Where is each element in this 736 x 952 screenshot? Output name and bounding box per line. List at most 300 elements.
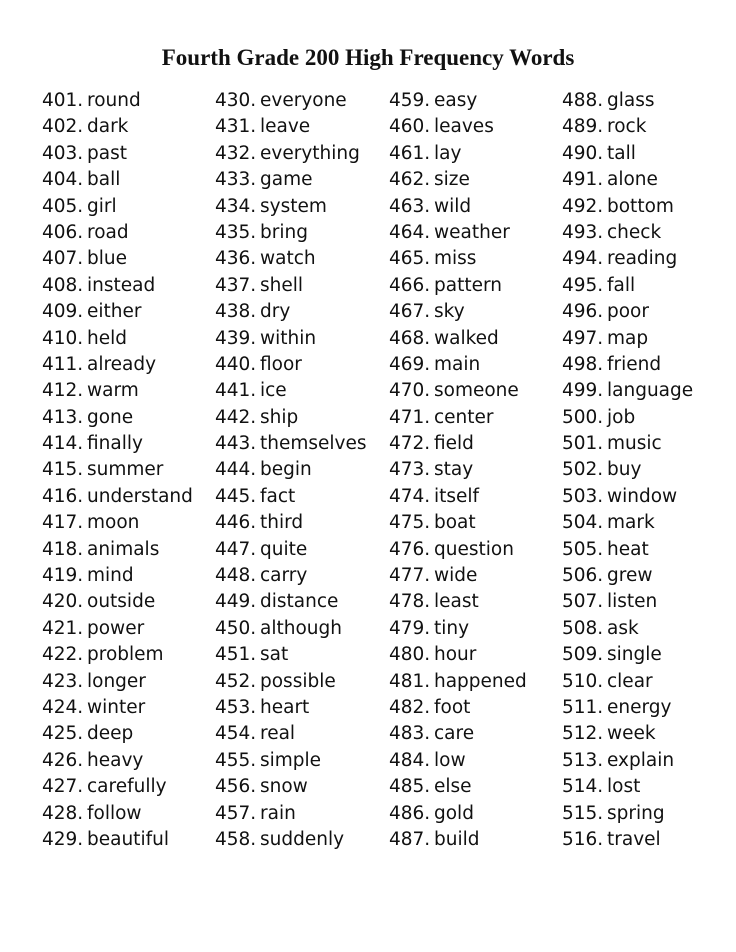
word-number: 468. (389, 327, 431, 349)
word-entry (42, 537, 222, 563)
word-text: window (607, 485, 678, 507)
word-entry (562, 827, 736, 853)
word-text: language (607, 380, 694, 402)
word-number: 470. (389, 380, 431, 402)
word-text: follow (87, 802, 142, 824)
word-number: 448. (215, 565, 257, 587)
word-entry (389, 457, 569, 483)
word-text: energy (607, 696, 672, 718)
word-number: 475. (389, 512, 431, 534)
word-number: 491. (562, 169, 604, 191)
word-entry (389, 748, 569, 774)
word-entry (215, 405, 395, 431)
word-number: 495. (562, 274, 604, 296)
word-text: care (434, 723, 475, 745)
word-entry (42, 748, 222, 774)
word-number: 492. (562, 195, 604, 217)
word-text: weather (434, 221, 510, 243)
word-text: mark (607, 512, 655, 534)
word-entry (562, 88, 736, 114)
word-entry (42, 589, 222, 615)
word-text: floor (260, 353, 302, 375)
word-entry (562, 695, 736, 721)
word-entry (562, 589, 736, 615)
word-entry (215, 273, 395, 299)
word-text: ask (607, 617, 639, 639)
word-column (42, 88, 222, 853)
word-entry (562, 431, 736, 457)
word-text: themselves (260, 433, 367, 455)
word-number: 443. (215, 433, 257, 455)
word-number: 433. (215, 169, 257, 191)
word-number: 403. (42, 142, 84, 164)
word-entry (562, 167, 736, 193)
word-text: boat (434, 512, 476, 534)
word-entry (562, 510, 736, 536)
word-text: distance (260, 591, 339, 613)
word-number: 469. (389, 353, 431, 375)
word-entry (42, 457, 222, 483)
word-text: problem (87, 644, 164, 666)
word-text: instead (87, 274, 156, 296)
word-number: 481. (389, 670, 431, 692)
word-entry (42, 299, 222, 325)
word-number: 445. (215, 485, 257, 507)
word-number: 451. (215, 644, 257, 666)
word-entry (215, 484, 395, 510)
word-entry (389, 326, 569, 352)
word-number: 485. (389, 776, 431, 798)
word-entry (215, 114, 395, 140)
word-entry (389, 299, 569, 325)
word-number: 446. (215, 512, 257, 534)
word-entry (562, 194, 736, 220)
word-number: 483. (389, 723, 431, 745)
word-text: summer (87, 459, 164, 481)
word-text: tiny (434, 617, 470, 639)
word-entry (215, 299, 395, 325)
word-entry (42, 774, 222, 800)
word-entry (389, 616, 569, 642)
word-entry (215, 457, 395, 483)
word-text: pattern (434, 274, 502, 296)
word-entry (42, 484, 222, 510)
word-entry (562, 537, 736, 563)
word-text: possible (260, 670, 336, 692)
word-text: week (607, 723, 656, 745)
word-text: third (260, 512, 304, 534)
word-number: 410. (42, 327, 84, 349)
word-text: reading (607, 248, 678, 270)
word-entry (562, 220, 736, 246)
word-number: 453. (215, 696, 257, 718)
word-entry (215, 669, 395, 695)
word-text: size (434, 169, 470, 191)
word-text: glass (607, 90, 655, 111)
word-text: girl (87, 195, 117, 217)
word-number: 496. (562, 301, 604, 323)
word-text: already (87, 353, 157, 375)
word-number: 472. (389, 433, 431, 455)
word-entry (562, 721, 736, 747)
word-column (215, 88, 395, 853)
word-text: animals (87, 538, 160, 560)
word-number: 411. (42, 353, 84, 375)
word-number: 512. (562, 723, 604, 745)
word-number: 476. (389, 538, 431, 560)
word-entry (389, 405, 569, 431)
word-entry (389, 167, 569, 193)
word-number: 441. (215, 380, 257, 402)
word-number: 449. (215, 591, 257, 613)
word-text: travel (607, 828, 661, 850)
word-number: 417. (42, 512, 84, 534)
word-text: listen (607, 591, 658, 613)
word-number: 477. (389, 565, 431, 587)
word-number: 498. (562, 353, 604, 375)
word-column (562, 88, 736, 853)
word-text: simple (260, 749, 322, 771)
word-entry (42, 669, 222, 695)
word-number: 502. (562, 459, 604, 481)
word-entry (42, 273, 222, 299)
word-number: 406. (42, 221, 84, 243)
word-entry (215, 194, 395, 220)
word-number: 401. (42, 90, 84, 111)
word-entry (42, 801, 222, 827)
word-entry (562, 774, 736, 800)
word-text: sky (434, 301, 465, 323)
word-text: system (260, 195, 327, 217)
word-entry (42, 431, 222, 457)
word-text: either (87, 301, 142, 323)
word-number: 413. (42, 406, 84, 428)
word-entry (215, 537, 395, 563)
word-entry (42, 88, 222, 114)
word-text: rock (607, 116, 647, 138)
word-text: field (434, 433, 474, 455)
word-entry (389, 114, 569, 140)
word-text: gone (87, 406, 134, 428)
word-number: 450. (215, 617, 257, 639)
word-entry (42, 616, 222, 642)
word-number: 416. (42, 485, 84, 507)
word-number: 463. (389, 195, 431, 217)
word-text: walked (434, 327, 499, 349)
word-number: 482. (389, 696, 431, 718)
word-text: heavy (87, 749, 144, 771)
word-entry (562, 748, 736, 774)
word-text: road (87, 221, 129, 243)
word-number: 473. (389, 459, 431, 481)
word-entry (389, 484, 569, 510)
word-text: rain (260, 802, 296, 824)
word-entry (389, 88, 569, 114)
word-number: 466. (389, 274, 431, 296)
word-entry (215, 721, 395, 747)
word-text: suddenly (260, 828, 345, 850)
word-entry (562, 273, 736, 299)
word-text: ball (87, 169, 121, 191)
word-entry (562, 563, 736, 589)
word-number: 490. (562, 142, 604, 164)
word-entry (215, 774, 395, 800)
word-text: sat (260, 644, 289, 666)
word-entry (42, 246, 222, 272)
word-entry (389, 669, 569, 695)
word-entry (42, 405, 222, 431)
word-number: 497. (562, 327, 604, 349)
word-text: quite (260, 538, 308, 560)
word-text: easy (434, 90, 478, 111)
word-number: 430. (215, 90, 257, 111)
word-text: ship (260, 406, 299, 428)
word-number: 474. (389, 485, 431, 507)
word-text: shell (260, 274, 304, 296)
word-entry (42, 167, 222, 193)
word-text: leaves (434, 116, 494, 138)
word-number: 511. (562, 696, 604, 718)
word-number: 489. (562, 116, 604, 138)
word-entry (389, 589, 569, 615)
word-number: 418. (42, 538, 84, 560)
word-number: 504. (562, 512, 604, 534)
word-number: 452. (215, 670, 257, 692)
word-text: although (260, 617, 342, 639)
word-number: 465. (389, 248, 431, 270)
word-text: happened (434, 670, 527, 692)
word-text: finally (87, 433, 143, 455)
word-number: 505. (562, 538, 604, 560)
word-number: 456. (215, 776, 257, 798)
word-number: 424. (42, 696, 84, 718)
word-text: snow (260, 776, 308, 798)
word-number: 447. (215, 538, 257, 560)
word-entry (215, 695, 395, 721)
word-text: build (434, 828, 480, 850)
word-entry (389, 827, 569, 853)
word-text: deep (87, 723, 134, 745)
word-text: low (434, 749, 466, 771)
word-entry (389, 537, 569, 563)
word-text: game (260, 169, 313, 191)
word-text: winter (87, 696, 146, 718)
word-entry (389, 801, 569, 827)
word-number: 467. (389, 301, 431, 323)
word-entry (562, 405, 736, 431)
word-text: mind (87, 565, 134, 587)
word-entry (215, 352, 395, 378)
word-text: lay (434, 142, 462, 164)
word-number: 442. (215, 406, 257, 428)
word-text: past (87, 142, 127, 164)
word-text: begin (260, 459, 312, 481)
word-number: 494. (562, 248, 604, 270)
word-number: 458. (215, 828, 257, 850)
word-number: 426. (42, 749, 84, 771)
word-number: 457. (215, 802, 257, 824)
word-number: 478. (389, 591, 431, 613)
word-entry (215, 326, 395, 352)
word-number: 516. (562, 828, 604, 850)
word-text: dark (87, 116, 129, 138)
word-entry (562, 114, 736, 140)
word-text: else (434, 776, 472, 798)
word-number: 493. (562, 221, 604, 243)
word-number: 460. (389, 116, 431, 138)
word-entry (215, 141, 395, 167)
word-number: 455. (215, 749, 257, 771)
word-number: 499. (562, 380, 604, 402)
word-number: 506. (562, 565, 604, 587)
word-entry (389, 141, 569, 167)
word-number: 439. (215, 327, 257, 349)
word-entry (215, 220, 395, 246)
word-text: least (434, 591, 479, 613)
word-text: friend (607, 353, 662, 375)
word-text: everything (260, 142, 360, 164)
word-entry (42, 378, 222, 404)
word-entry (389, 246, 569, 272)
word-number: 414. (42, 433, 84, 455)
word-entry (215, 589, 395, 615)
word-number: 419. (42, 565, 84, 587)
word-entry (42, 352, 222, 378)
word-text: carry (260, 565, 308, 587)
word-text: wide (434, 565, 478, 587)
word-number: 480. (389, 644, 431, 666)
word-text: music (607, 433, 662, 455)
word-entry (389, 774, 569, 800)
word-number: 436. (215, 248, 257, 270)
word-number: 461. (389, 142, 431, 164)
word-text: hour (434, 644, 477, 666)
word-text: single (607, 644, 662, 666)
word-number: 415. (42, 459, 84, 481)
word-entry (42, 510, 222, 536)
word-entry (42, 194, 222, 220)
word-text: job (607, 406, 636, 428)
word-text: longer (87, 670, 146, 692)
word-entry (215, 616, 395, 642)
word-text: beautiful (87, 828, 169, 850)
word-entry (389, 220, 569, 246)
word-entry (215, 748, 395, 774)
word-number: 479. (389, 617, 431, 639)
word-number: 420. (42, 591, 84, 613)
word-entry (42, 114, 222, 140)
word-entry (389, 378, 569, 404)
word-entry (562, 299, 736, 325)
word-number: 437. (215, 274, 257, 296)
page-title: Fourth Grade 200 High Frequency Words (161, 45, 575, 70)
word-entry (215, 246, 395, 272)
word-number: 427. (42, 776, 84, 798)
word-text: buy (607, 459, 642, 481)
word-text: watch (260, 248, 316, 270)
word-text: check (607, 221, 662, 243)
word-number: 510. (562, 670, 604, 692)
word-number: 503. (562, 485, 604, 507)
word-number: 509. (562, 644, 604, 666)
word-number: 404. (42, 169, 84, 191)
word-number: 487. (389, 828, 431, 850)
word-entry (42, 827, 222, 853)
word-number: 507. (562, 591, 604, 613)
word-text: round (87, 90, 141, 111)
word-text: blue (87, 248, 127, 270)
word-entry (215, 642, 395, 668)
word-text: held (87, 327, 127, 349)
word-text: power (87, 617, 145, 639)
word-text: bottom (607, 195, 674, 217)
word-number: 459. (389, 90, 431, 111)
word-text: gold (434, 802, 474, 824)
word-text: map (607, 327, 649, 349)
word-entry (389, 695, 569, 721)
word-text: ice (260, 380, 287, 402)
word-number: 514. (562, 776, 604, 798)
word-text: itself (434, 485, 480, 507)
word-entry (562, 352, 736, 378)
word-entry (562, 457, 736, 483)
word-number: 432. (215, 142, 257, 164)
word-text: understand (87, 485, 193, 507)
word-entry (389, 642, 569, 668)
word-entry (562, 616, 736, 642)
word-entry (562, 378, 736, 404)
word-entry (562, 669, 736, 695)
word-number: 402. (42, 116, 84, 138)
word-entry (42, 695, 222, 721)
word-number: 454. (215, 723, 257, 745)
word-number: 412. (42, 380, 84, 402)
word-text: alone (607, 169, 658, 191)
word-number: 440. (215, 353, 257, 375)
word-text: main (434, 353, 481, 375)
word-text: explain (607, 749, 675, 771)
word-text: wild (434, 195, 472, 217)
word-entry (389, 431, 569, 457)
word-text: bring (260, 221, 308, 243)
word-entry (562, 801, 736, 827)
word-number: 422. (42, 644, 84, 666)
word-entry (389, 194, 569, 220)
word-number: 515. (562, 802, 604, 824)
word-number: 409. (42, 301, 84, 323)
word-text: stay (434, 459, 474, 481)
word-text: leave (260, 116, 311, 138)
word-entry (562, 484, 736, 510)
word-text: dry (260, 301, 291, 323)
word-entry (215, 167, 395, 193)
word-number: 425. (42, 723, 84, 745)
word-text: tall (607, 142, 636, 164)
word-entry (562, 141, 736, 167)
word-number: 438. (215, 301, 257, 323)
word-text: moon (87, 512, 140, 534)
word-entry (215, 378, 395, 404)
word-text: clear (607, 670, 653, 692)
word-text: warm (87, 380, 139, 402)
word-number: 405. (42, 195, 84, 217)
word-entry (42, 141, 222, 167)
word-entry (389, 563, 569, 589)
word-entry (562, 326, 736, 352)
word-entry (389, 721, 569, 747)
word-number: 429. (42, 828, 84, 850)
word-text: heat (607, 538, 649, 560)
